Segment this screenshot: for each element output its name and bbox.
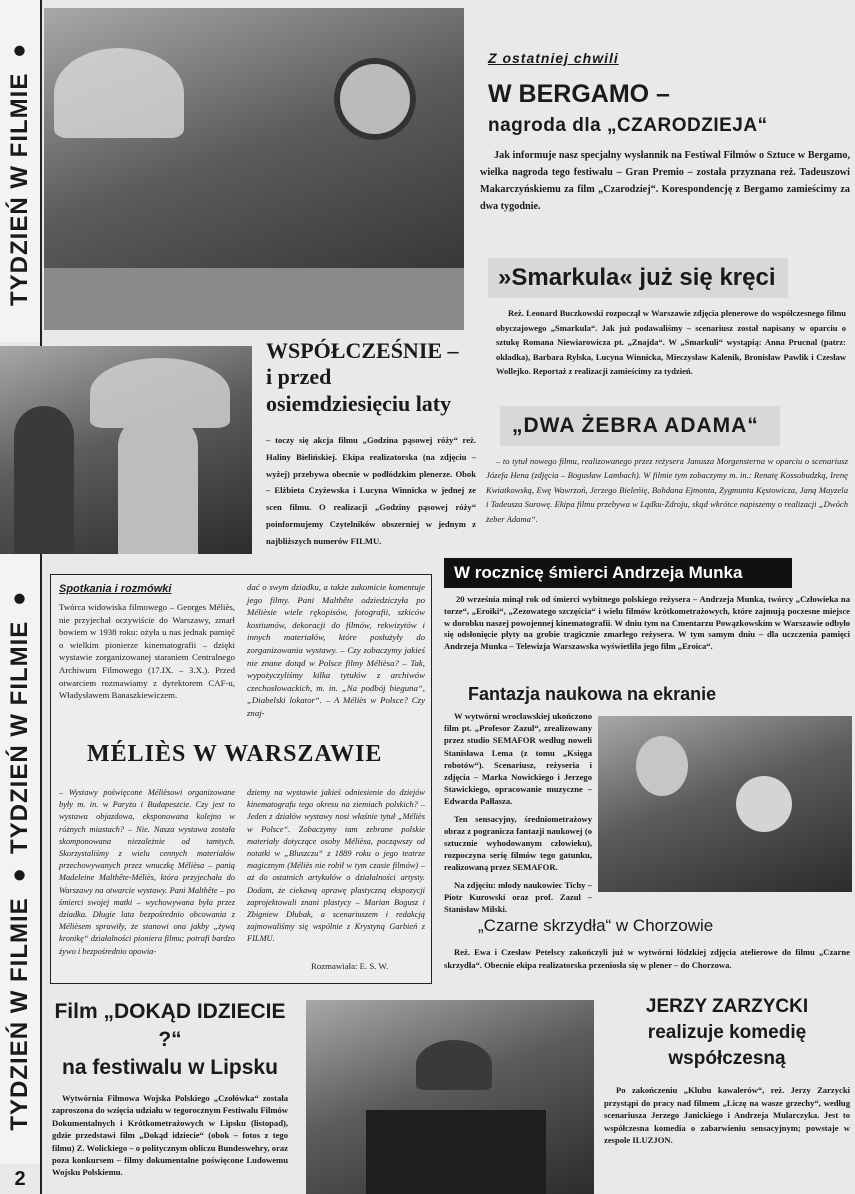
bergamo-body: Jak informuje nasz specjalny wysłannik na Festiwal Filmów o Sztuce w Bergamo, wielka nagroda tego festiwalu – Gran Premio – została przyznana reż. Tadeuszowi Makarczyńskiemu za film „Czarodziej“. Korespondencję z Bergamo zamieścimy za dwa tygodnie. [480, 150, 850, 212]
photo-profesor-zazul [598, 716, 852, 892]
melies-title: MÉLIÈS W WARSZAWIE [87, 741, 383, 767]
zarzycki-section [604, 994, 850, 1147]
bergamo-section [480, 50, 850, 215]
helmet-shape [416, 1040, 492, 1090]
parasol-shape [54, 48, 184, 138]
melies-col-4: dziemy na wystawie jakieś odniesienie do dziejów kinematografu tego okresu na ziemiach polskich? – Jeden z działów wystawy nosi właśnie tytuł „Méliès w Polsce“. Zobaczymy tam zebrane polskie materiały dotyczące osoby Mélièsa, począwszy od notatki w „Bluszczu“ z 1889 roku o jego teatrze magicznym (Méliès nie robił w tym czasie filmów) – aż do ostatnich artykułów o działalności artysty. Dodam, że ciekawą oprawę plastyczną ekspozycji zaprojektowali znani plastycy – Marian Bogusz i Zbigniew Dłubak, a scenariuszem i redakcją zajmowaliśmy się wspólnie z Krystyną Garbień z FILMU. [247, 788, 425, 944]
melies-signature: Rozmawiała: E. S. W. [311, 961, 389, 971]
sidebar-label-top: TYDZIEŃ W FILMIE ● [6, 36, 33, 306]
lipsk-body: Wytwórnia Filmowa Wojska Polskiego „Czołówka“ została zaproszona do wzięcia udziału w tegorocznym Festiwalu Filmów Dokumentalnych i Krótkometrażowych w Lipsku (listopad), gdzie przedstawi film „Dokąd idziecie“ (obok – fotos z tego filmu) Z. Wolickiego – o politycznym obliczu Bundeswehry, oraz poza konkursem – filmy dokumentalne poświęcone Ludowemu Wojsku Polskiemu. [52, 1093, 288, 1178]
zebra-body: – to tytuł nowego filmu, realizowanego przez reżysera Janusza Morgensterna w oparciu o scenariusz Józefa Hena (zdjęcia – Bogusław Lambach). W filmie tym zobaczymy m. in.: Renatę Kossobudzką, Irenę Kwiatkowską, Ewę Wawrzoń, Jerzego Bieleńię, Bohdana Ejmonta, Zygmunta Kęstowicza, Janą Mayzela i Tadeusza Surowę. Ekipa filmu przebywa w Lądku-Zdroju, skąd wkrótce napiszemy o realizacji „Dwóch żeber Adama“. [486, 456, 848, 524]
smarkula-title-box [488, 258, 788, 298]
melies-box [50, 574, 432, 984]
bergamo-title: W BERGAMO – [488, 80, 670, 108]
fantazja-title: Fantazja naukowa na ekranie [468, 684, 717, 704]
bergamo-subtitle: nagroda dla „CZARODZIEJA“ [488, 115, 768, 136]
page-number: 2 [14, 1168, 26, 1190]
fantazja-body-3: Na zdjęciu: młody naukowiec Tichy – Piotr Kurowski oraz prof. Zazul – Stanisław Milski. [444, 879, 592, 915]
zarzycki-title-2: realizuje komedię [647, 1022, 807, 1043]
sidebar-bottom [0, 552, 40, 1164]
zarzycki-body: Po zakończeniu „Klubu kawalerów“, reż. Jerzy Zarzycki przystąpi do pracy nad filmem „Liczę na wasze grzechy“, według scenariusza Jerzego Janickiego i Andrzeja Mularczyka. Jest to współczesna komedia o zabarwieniu sensacyjnym; powstaje w zespole ILUZJON. [604, 1085, 850, 1146]
face-left-shape [636, 736, 688, 796]
face-right-shape [736, 776, 792, 832]
zebra-title-box [500, 406, 780, 446]
uniform-shape [366, 1110, 546, 1194]
ground-shape [44, 268, 464, 330]
bergamo-kicker: Z ostatniej chwili [488, 50, 619, 66]
wspolczesnie-title-1: WSPÓŁCZEŚNIE – [266, 338, 459, 363]
lipsk-section [44, 998, 296, 1179]
melies-kicker: Spotkania i rozmówki [59, 583, 172, 595]
photo-soldiers [306, 1000, 594, 1194]
woman-right-shape [118, 416, 198, 554]
czarne-body: Reż. Ewa i Czesław Petelscy zakończyli już w wytwórni łódzkiej zdjęcia atelierowe do filmu „Czarne skrzydła“. Obecnie ekipa realizatorska przeniosła się w plener – do Chorzowa. [444, 947, 850, 970]
sidebar-rule [40, 0, 42, 1194]
fantazja-body-1: W wytwórni wrocławskiej ukończono film pt. „Profesor Zazul“, zrealizowany przez studio SEMAFOR według noweli Stanisława Lema (z tomu „Księga robotów“). Scenariusz, reżyseria i zdjęcia – Marka Nowickiego i Jerzego Stawickiego, opracowanie muzyczne – Edwarda Pałłasza. [444, 711, 592, 807]
lipsk-title-2: na festiwalu w Lipsku [62, 1056, 278, 1079]
zarzycki-title-1: JERZY ZARZYCKI [645, 996, 809, 1017]
sidebar-label-bottom: TYDZIEŃ W FILMIE ● TYDZIEŃ W FILMIE ● [6, 585, 33, 1131]
photo-film-crew [44, 8, 464, 330]
zarzycki-title-3: współczesną [668, 1048, 786, 1069]
smarkula-title: »Smarkula« już się kręci [498, 264, 776, 291]
studio-lamp-shape [334, 58, 416, 140]
wspolczesnie-body: – toczy się akcja filmu „Godzina pąsowej róży“ reż. Haliny Bielińskiej. Ekipa realizatorska (na zdjęciu – wyżej) przebywa obecnie w podłódzkim plenerze. Obok – Elżbieta Czyżewska i Lucyna Winnicka w jednej ze scen filmu. O realizacji „Godziny pąsowej róży“ poinformujemy Czytelników obszerniej w jednym z najbliższych numerów FILMU. [266, 435, 476, 546]
lipsk-title-1: Film „DOKĄD IDZIECIE ?“ [54, 1000, 286, 1051]
melies-intro: Twórca widowiska filmowego – Georges Méliès, nie przyjechał oczywiście do Warszawy, zmarł bowiem w 1938 roku: ożyła u nas jednak pamięć o wielkim pionierze kinematografii – dzięki wystawie zorganizowanej staraniem Centralnego Archiwum Filmowego (17.IX. – 3.X.). Przed otwarciem rozmawiamy z dyrektorem CAF-u, Władysławem Banaszkiewiczem. [59, 602, 235, 701]
smarkula-body: Reż. Leonard Buczkowski rozpoczął w Warszawie zdjęcia plenerowe do współczesnego filmu obyczajowego „Smarkula“. Jak już podawaliśmy – scenariusz został napisany w oparciu o sztukę Romana Niewiarowicza pt. „Znajda“. W „Smarkuli“ wystąpią: Anna Prucnal (patrz: okładka), Barbara Rylska, Lucyna Winnicka, Mieczysław Kalenik, Bronisław Pawlik i Czesław Wollejko. Reportaż z realizacji zamieścimy za tydzień. [496, 308, 846, 377]
sidebar-top [0, 0, 40, 342]
fantazja-body-2: Ten sensacyjny, średniometrażowy obraz z pogranicza fantazji naukowej (o sztucznie wyhodowanym człowieku), rozpoczyna serię filmów tego gatunku, realizowaną przez SEMAFOR. [444, 813, 592, 873]
photo-two-women [0, 346, 252, 554]
melies-col-3: – Wystawy poświęcone Mélièsowi organizowane były m. in. w Paryżu i Budapeszcie. Czy jest to wystawa objazdowa, eksponowana kolejno w różnych miastach? – Nie. Nasza wystawa została skomponowana niezależnie od tamtych. Skorzystaliśmy z wielu cennych materiałów przechowywanych przez wnuczkę Mélièsa – panią Madeleine Malthête-Méliès, która przyjechała do Warszawy na otwarcie wystawy. Pani Malthête – po śmierci swojej matki – wychowywana była przez dziadka. Długie lata bezpośrednio obcowania z Mélièsem sprawiły, że stanowi ona jakby „żywą kronikę“ działalności pioniera filmu; potrafi bardzo żywo i bezpośrednio opowia- [59, 788, 235, 956]
munk-title: W rocznicę śmierci Andrzeja Munka [454, 563, 743, 582]
woman-left-shape [14, 406, 74, 554]
fantazja-text [444, 710, 592, 915]
wspolczesnie-section [266, 338, 476, 550]
czarne-title: „Czarne skrzydła“ w Chorzowie [478, 916, 714, 935]
melies-col-2: dać o swym dziadku, a także zakomicie komentuje jego filmy. Pani Malthête odziedziczyła po Mélièsie wiele rękopisów, fotografii, szkiców kostiumów, dekoracji do filmów, rekwizytów i innych materiałów, które posłużyły do zorganizowania wystawy. – Czy zobaczymy jakieś nie znane dotąd w Polsce filmy Mélièsa? – Tak, wypożyczyliśmy kilka tytułów z archiwów czechosłowackich, m. in. „Na podbój bieguna“, „Diabelski lokator“. – A Méliès w Polsce? Czy znaj- [247, 582, 425, 718]
wspolczesnie-title-3: osiemdziesięciu laty [266, 391, 452, 416]
zebra-title: „DWA ŻEBRA ADAMA“ [512, 414, 759, 437]
munk-title-bar [444, 558, 792, 588]
munk-body: 20 września minął rok od śmierci wybitnego polskiego reżysera – Andrzeja Munka, twórcy „Człowieka na torze“, „Eroiki“, „Zezowatego szczęścia“ i wielu filmów krótkometrażowych, które zajmują poczesne miejsce w dorobku naszej powojennej kinematografii. W dniu tym na Cmentarzu Powązkowskim w Warszawie odbyło się odsłonięcie płyty na grobie tragicznie zmarłego reżysera. W tym samym dniu – dla uczczenia pamięci Andrzeja Munka – Telewizja Warszawska wyświetliła jego film „Eroica“. [444, 594, 850, 652]
wspolczesnie-title-2: i przed [266, 364, 332, 389]
